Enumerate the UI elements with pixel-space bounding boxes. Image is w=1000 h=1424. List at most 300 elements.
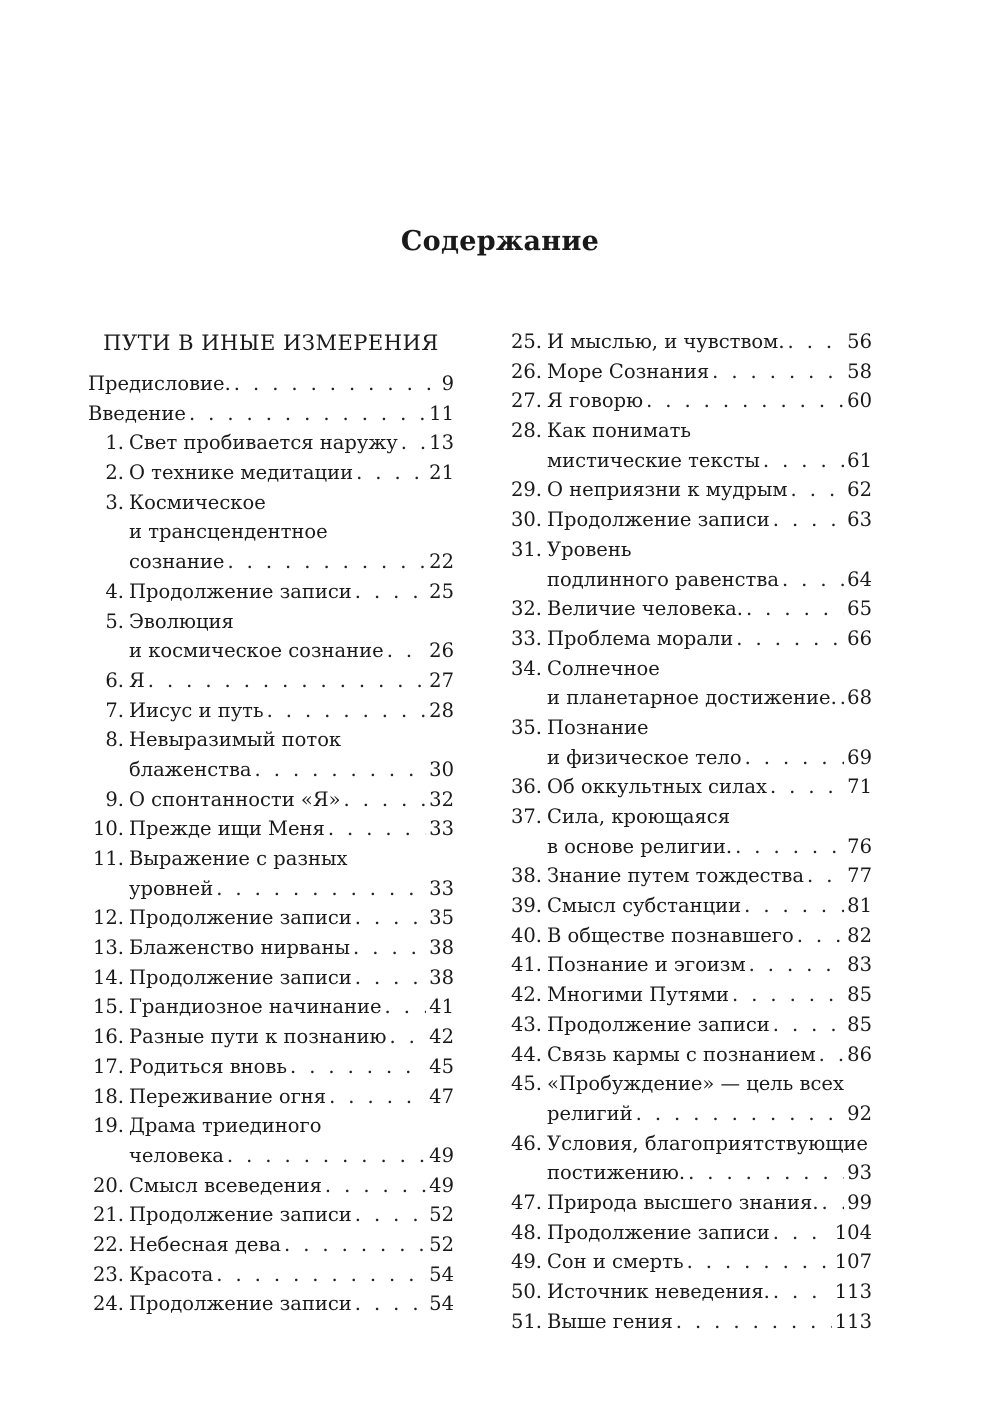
- toc-entry-page: 85: [847, 1012, 872, 1036]
- toc-entry-title: Свет пробивается наружу: [129, 431, 398, 455]
- toc-entry-page: 62: [847, 478, 872, 502]
- toc-entry-line: [88, 1111, 454, 1141]
- toc-entry-number: 47.: [510, 1190, 542, 1214]
- toc-entry-number: 19.: [92, 1114, 124, 1138]
- dot-leader: [791, 475, 845, 505]
- toc-entry[interactable]: [88, 1171, 454, 1201]
- dot-leader: [773, 1218, 832, 1248]
- toc-entry[interactable]: [506, 416, 872, 475]
- toc-entry-title: и планетарное достижение.: [547, 686, 837, 710]
- toc-entry-title: Эволюция: [129, 609, 234, 633]
- toc-entry-line: [88, 725, 454, 755]
- toc-entry[interactable]: [506, 891, 872, 921]
- toc-entry-line: [506, 386, 872, 416]
- toc-entry-number: 37.: [510, 805, 542, 828]
- toc-entry[interactable]: [88, 1082, 454, 1112]
- toc-entry[interactable]: [88, 1111, 454, 1170]
- dot-leader: [687, 1247, 832, 1277]
- toc-entry-line: [88, 696, 454, 726]
- toc-entry-title: «Пробуждение» — цель всех: [547, 1072, 844, 1096]
- dot-leader: [234, 369, 439, 399]
- toc-entry[interactable]: [88, 1260, 454, 1290]
- dot-leader: [732, 980, 844, 1010]
- toc-entry-title: Переживание огня: [129, 1084, 327, 1108]
- toc-entry-line: [88, 933, 454, 963]
- toc-entry-page: 52: [429, 1203, 454, 1227]
- toc-entry-line: [506, 1277, 872, 1307]
- toc-entry-title: Космическое: [129, 490, 266, 514]
- toc-entry-line: [88, 577, 454, 607]
- dot-leader: [328, 814, 426, 844]
- toc-entry-page: 9: [441, 372, 454, 395]
- toc-entry-page: 60: [847, 389, 872, 413]
- toc-entry-title: Продолжение записи: [129, 579, 352, 603]
- toc-entry-title: Грандиозное начинание: [129, 995, 382, 1019]
- toc-entry-page: 45: [429, 1054, 454, 1078]
- dot-leader: [819, 1040, 845, 1070]
- dot-leader: [401, 428, 426, 458]
- dot-leader: [355, 1200, 426, 1230]
- toc-entry-line: [88, 1200, 454, 1230]
- toc-entry[interactable]: [506, 1069, 872, 1128]
- toc-entry-page: 81: [847, 894, 872, 918]
- toc-entry-number: 28.: [510, 419, 542, 443]
- toc-entry-number: 45.: [510, 1072, 542, 1096]
- toc-entry-title: и физическое тело: [547, 745, 742, 769]
- toc-entry-line: [506, 743, 872, 773]
- toc-entry-title: Море Сознания: [547, 359, 710, 383]
- dot-leader: [353, 933, 426, 963]
- toc-entry-line: [506, 505, 872, 535]
- toc-entry-number: 2.: [105, 461, 124, 485]
- dot-leader: [389, 1022, 426, 1052]
- toc-entry-line: [506, 1040, 872, 1070]
- toc-entry-number: 35.: [510, 715, 542, 739]
- toc-entry-line: [88, 755, 454, 785]
- dot-leader: [735, 832, 844, 862]
- toc-entry[interactable]: [506, 950, 872, 980]
- toc-entry-line: [506, 535, 872, 565]
- toc-entry-page: 77: [847, 864, 872, 888]
- dot-leader: [216, 874, 426, 904]
- toc-entry-page: 38: [429, 936, 454, 960]
- toc-entry[interactable]: [88, 844, 454, 903]
- dot-leader: [267, 696, 427, 726]
- toc-entry[interactable]: [506, 861, 872, 891]
- toc-entry-number: 51.: [510, 1309, 542, 1333]
- toc-entry-line: [88, 1289, 454, 1319]
- toc-entry-number: 32.: [510, 597, 542, 621]
- toc-entry-line: [88, 874, 454, 904]
- toc-entry-page: 54: [429, 1292, 454, 1316]
- toc-entry-title: Природа высшего знания.: [547, 1190, 819, 1214]
- toc-entry-number: 16.: [92, 1025, 124, 1049]
- toc-entry-number: 22.: [92, 1232, 124, 1256]
- toc-entry-title: постижению.: [547, 1161, 686, 1185]
- toc-entry-page: 22: [429, 550, 454, 574]
- toc-entry-number: 40.: [510, 923, 542, 947]
- toc-entry[interactable]: [506, 802, 872, 861]
- toc-entry-line: [506, 624, 872, 654]
- toc-entry-title: Продолжение записи: [129, 965, 352, 989]
- toc-entry[interactable]: [506, 1129, 872, 1188]
- toc-entry[interactable]: [88, 814, 454, 844]
- toc-entry-page: 32: [429, 787, 454, 811]
- toc-entry-line: [506, 1188, 872, 1218]
- toc-entry-number: 17.: [92, 1054, 124, 1078]
- dot-leader: [712, 357, 844, 387]
- toc-entry-page: 38: [429, 965, 454, 989]
- toc-entry-title: Продолжение записи: [129, 906, 352, 930]
- toc-entry-page: 47: [429, 1084, 454, 1108]
- toc-entry-line: [88, 428, 454, 458]
- toc-entry[interactable]: [88, 458, 454, 488]
- toc-entry[interactable]: [88, 607, 454, 666]
- toc-entry-line: [506, 1218, 872, 1248]
- toc-entry-title: Смысл всеведения: [129, 1173, 322, 1197]
- toc-entry-number: 11.: [92, 847, 124, 870]
- dot-leader: [227, 1141, 426, 1171]
- toc-entry-line: [88, 547, 454, 577]
- toc-entry-line: [88, 458, 454, 488]
- toc-entry-page: 49: [429, 1143, 454, 1167]
- toc-entry-number: 31.: [510, 537, 542, 561]
- toc-entry-line: [88, 1052, 454, 1082]
- toc-entry-title: Сон и смерть: [547, 1250, 684, 1274]
- toc-entry-title: Условия, благоприятствующие: [547, 1131, 868, 1155]
- toc-entry-number: 8.: [105, 728, 124, 752]
- toc-entry-title: Познание и эгоизм: [547, 953, 746, 977]
- toc-entry-line: [506, 565, 872, 595]
- toc-entry-title: Небесная дева: [129, 1232, 282, 1256]
- toc-left-column: [88, 327, 454, 1319]
- toc-entry-number: 29.: [510, 478, 542, 502]
- toc-entry-page: 86: [847, 1042, 872, 1066]
- toc-entry-page: 92: [847, 1101, 872, 1125]
- toc-entry-title: Введение: [88, 401, 186, 425]
- toc-entry-line: [88, 1260, 454, 1290]
- toc-entry-page: 93: [847, 1161, 872, 1185]
- toc-entry[interactable]: [506, 327, 872, 357]
- toc-entry-title: человека: [129, 1143, 224, 1167]
- toc-entry[interactable]: [88, 1289, 454, 1319]
- toc-entry[interactable]: [506, 1040, 872, 1070]
- toc-entry-title: Величие человека.: [547, 597, 743, 621]
- dot-leader: [744, 891, 844, 921]
- dot-leader: [749, 950, 845, 980]
- toc-entry-line: [506, 1247, 872, 1277]
- dot-leader: [344, 785, 427, 815]
- toc-entry-title: Родиться вновь: [129, 1054, 287, 1078]
- toc-entry-title: Источник неведения.: [547, 1280, 770, 1303]
- toc-entry[interactable]: [88, 369, 454, 399]
- toc-entry-number: 23.: [92, 1262, 124, 1286]
- toc-entry-title: Продолжение записи: [547, 508, 770, 532]
- toc-entry[interactable]: [88, 903, 454, 933]
- toc-entry[interactable]: [88, 1022, 454, 1052]
- toc-entry[interactable]: [506, 921, 872, 951]
- toc-entry-page: 42: [429, 1025, 454, 1049]
- dot-leader: [356, 458, 426, 488]
- toc-entry-number: 26.: [510, 359, 542, 383]
- toc-entry[interactable]: [88, 785, 454, 815]
- toc-entry-line: [506, 772, 872, 802]
- toc-entry-number: 6.: [105, 668, 124, 692]
- toc-entry-line: [506, 891, 872, 921]
- toc-entry-page: 33: [429, 876, 454, 900]
- toc-entry-line: [506, 654, 872, 684]
- toc-entry-number: 10.: [92, 817, 124, 841]
- dot-leader: [736, 624, 844, 654]
- toc-list-left: [88, 369, 454, 1319]
- toc-entry-title: Прежде ищи Меня: [129, 817, 325, 841]
- toc-entry-number: 39.: [510, 894, 542, 918]
- toc-entry-number: 14.: [92, 965, 124, 989]
- toc-entry-title: в основе религии.: [547, 834, 733, 858]
- toc-entry[interactable]: [88, 1200, 454, 1230]
- toc-entry-page: 41: [429, 995, 454, 1019]
- toc-entry-page: 58: [847, 359, 872, 383]
- dot-leader: [822, 1188, 845, 1218]
- toc-entry[interactable]: [506, 594, 872, 624]
- toc-entry-line: [506, 683, 872, 713]
- toc-entry[interactable]: [506, 1307, 872, 1337]
- dot-leader: [807, 861, 844, 891]
- dot-leader: [355, 903, 426, 933]
- dot-leader: [782, 565, 844, 595]
- toc-entry-title: Как понимать: [547, 419, 692, 443]
- toc-entry-page: 13: [429, 431, 454, 455]
- toc-entry-page: 83: [847, 953, 872, 977]
- toc-entry-page: 35: [429, 906, 454, 930]
- toc-entry-line: [506, 1069, 872, 1099]
- toc-entry-title: Смысл субстанции: [547, 894, 742, 918]
- toc-entry[interactable]: [88, 1052, 454, 1082]
- toc-entry-line: [88, 1141, 454, 1171]
- toc-entry[interactable]: [506, 386, 872, 416]
- toc-entry-title: Выражение с разных: [129, 847, 348, 870]
- toc-entry-page: 21: [429, 461, 454, 485]
- toc-entry-number: 43.: [510, 1012, 542, 1036]
- dot-leader: [773, 505, 844, 535]
- toc-entry-line: [506, 475, 872, 505]
- toc-entry[interactable]: [506, 624, 872, 654]
- toc-entry-line: [506, 1129, 872, 1159]
- toc-entry-page: 56: [847, 330, 872, 353]
- toc-entry-title: и трансцендентное: [129, 520, 328, 544]
- dot-leader: [773, 1277, 832, 1307]
- toc-entry-line: [506, 950, 872, 980]
- toc-entry-line: [88, 963, 454, 993]
- toc-entry-page: 82: [847, 923, 872, 947]
- toc-entry-title: Драма триединого: [129, 1114, 322, 1138]
- dot-leader: [773, 1010, 844, 1040]
- toc-entry-page: 113: [834, 1309, 872, 1333]
- toc-entry-line: [506, 802, 872, 832]
- toc-entry-line: [88, 1171, 454, 1201]
- dot-leader: [227, 547, 426, 577]
- toc-entry[interactable]: [506, 475, 872, 505]
- toc-entry-title: Разные пути к познанию: [129, 1025, 387, 1049]
- dot-leader: [385, 992, 427, 1022]
- toc-entry[interactable]: [88, 488, 454, 577]
- toc-entry-number: 36.: [510, 775, 542, 799]
- toc-entry-line: [88, 488, 454, 518]
- dot-leader: [355, 1289, 426, 1319]
- toc-entry-line: [88, 607, 454, 637]
- toc-entry-number: 46.: [510, 1131, 542, 1155]
- toc-entry-title: Солнечное: [547, 656, 660, 680]
- toc-entry-page: 25: [429, 579, 454, 603]
- toc-entry-number: 50.: [510, 1280, 542, 1303]
- dot-leader: [387, 636, 426, 666]
- toc-entry-number: 42.: [510, 983, 542, 1007]
- toc-entry-number: 13.: [92, 936, 124, 960]
- toc-entry[interactable]: [88, 666, 454, 696]
- toc-entry-number: 44.: [510, 1042, 542, 1066]
- dot-leader: [355, 577, 426, 607]
- dot-leader: [255, 755, 427, 785]
- toc-entry[interactable]: [506, 980, 872, 1010]
- dot-leader: [216, 1260, 426, 1290]
- toc-right-column: [506, 327, 872, 1336]
- toc-entry-number: 34.: [510, 656, 542, 680]
- toc-entry-page: 65: [847, 597, 872, 621]
- toc-entry[interactable]: [506, 357, 872, 387]
- toc-entry[interactable]: [88, 933, 454, 963]
- toc-entry-title: Связь кармы с познанием: [547, 1042, 816, 1066]
- dot-leader: [840, 683, 844, 713]
- toc-entry-line: [88, 666, 454, 696]
- toc-entry-page: 64: [847, 567, 872, 591]
- toc-entry[interactable]: [506, 535, 872, 594]
- toc-entry[interactable]: [506, 505, 872, 535]
- toc-entry-number: 4.: [105, 579, 124, 603]
- toc-entry-title: Об оккультных силах: [547, 775, 767, 799]
- toc-entry-line: [506, 980, 872, 1010]
- toc-entry-page: 69: [847, 745, 872, 769]
- toc-entry-line: [88, 785, 454, 815]
- toc-entry-number: 12.: [92, 906, 124, 930]
- toc-entry-title: религий: [547, 1101, 633, 1125]
- toc-entry-page: 28: [429, 698, 454, 722]
- toc-entry-title: Блаженство нирваны: [129, 936, 351, 960]
- toc-entry-page: 68: [847, 686, 872, 710]
- toc-entry-title: О спонтанности «Я»: [129, 787, 341, 811]
- dot-leader: [189, 399, 426, 429]
- toc-entry-line: [506, 1158, 872, 1188]
- toc-entry[interactable]: [506, 1188, 872, 1218]
- toc-entry-page: 54: [429, 1262, 454, 1286]
- toc-entry[interactable]: [88, 963, 454, 993]
- toc-entry[interactable]: [506, 1010, 872, 1040]
- toc-entry-number: 41.: [510, 953, 542, 977]
- toc-entry[interactable]: [506, 1247, 872, 1277]
- toc-entry-title: Предисловие.: [88, 372, 231, 395]
- toc-entry-line: [88, 1082, 454, 1112]
- toc-entry-title: Уровень: [547, 537, 632, 561]
- toc-entry-number: 5.: [105, 609, 124, 633]
- toc-entry-line: [88, 517, 454, 547]
- toc-entry[interactable]: [88, 399, 454, 429]
- toc-entry-line: [506, 1099, 872, 1129]
- toc-entry-title: Сила, кроющаяся: [547, 805, 730, 828]
- toc-entry-title: Многими Путями: [547, 983, 730, 1007]
- toc-entry[interactable]: [506, 654, 872, 713]
- toc-entry-line: [506, 594, 872, 624]
- toc-entry-number: 30.: [510, 508, 542, 532]
- toc-entry-page: 30: [429, 757, 454, 781]
- dot-leader: [290, 1052, 426, 1082]
- dot-leader: [646, 386, 844, 416]
- toc-entry[interactable]: [88, 577, 454, 607]
- toc-entry-title: Красота: [129, 1262, 214, 1286]
- dot-leader: [676, 1307, 832, 1337]
- dot-leader: [688, 1158, 844, 1188]
- toc-entry-number: 48.: [510, 1220, 542, 1244]
- toc-entry-page: 52: [429, 1232, 454, 1256]
- toc-entry[interactable]: [88, 428, 454, 458]
- toc-entry-line: [88, 814, 454, 844]
- toc-entry-line: [88, 1022, 454, 1052]
- toc-entry-page: 71: [847, 775, 872, 799]
- toc-entry-number: 20.: [92, 1173, 124, 1197]
- toc-entry-page: 27: [429, 668, 454, 692]
- toc-list-right: [506, 327, 872, 1336]
- toc-entry[interactable]: [506, 1218, 872, 1248]
- dot-leader: [745, 743, 845, 773]
- toc-entry-title: Я говорю: [547, 389, 644, 413]
- toc-entry-title: Невыразимый поток: [129, 728, 342, 752]
- dot-leader: [746, 594, 844, 624]
- toc-entry[interactable]: [88, 992, 454, 1022]
- toc-entry[interactable]: [88, 1230, 454, 1260]
- toc-entry-title: Выше гения: [547, 1309, 673, 1333]
- toc-entry-title: Я: [129, 668, 145, 692]
- dot-leader: [763, 446, 844, 476]
- toc-entry-page: 26: [429, 639, 454, 663]
- page-title: Содержание: [400, 226, 600, 257]
- dot-leader: [770, 772, 844, 802]
- toc-entry[interactable]: [88, 725, 454, 784]
- toc-entry-title: Знание путем тождества: [547, 864, 804, 888]
- toc-entry[interactable]: [506, 1277, 872, 1307]
- toc-entry-page: 99: [847, 1190, 872, 1214]
- dot-leader: [636, 1099, 845, 1129]
- toc-entry-number: 25.: [510, 330, 542, 353]
- toc-entry-number: 33.: [510, 626, 542, 650]
- toc-entry-number: 7.: [105, 698, 124, 722]
- dot-leader: [325, 1171, 426, 1201]
- dot-leader: [148, 666, 426, 696]
- toc-entry[interactable]: [506, 772, 872, 802]
- toc-entry[interactable]: [506, 713, 872, 772]
- toc-entry-title: И мыслью, и чувством.: [547, 330, 785, 353]
- toc-entry-line: [506, 446, 872, 476]
- toc-entry-number: 27.: [510, 389, 542, 413]
- toc-entry-line: [88, 399, 454, 429]
- toc-entry-title: и космическое сознание: [129, 639, 384, 663]
- toc-entry-page: 63: [847, 508, 872, 532]
- toc-entry-line: [506, 327, 872, 357]
- toc-entry[interactable]: [88, 696, 454, 726]
- toc-entry-page: 85: [847, 983, 872, 1007]
- toc-entry-number: 49.: [510, 1250, 542, 1274]
- toc-entry-line: [506, 921, 872, 951]
- toc-entry-number: 24.: [92, 1292, 124, 1316]
- toc-entry-title: Продолжение записи: [129, 1292, 352, 1316]
- toc-entry-title: блаженства: [129, 757, 252, 781]
